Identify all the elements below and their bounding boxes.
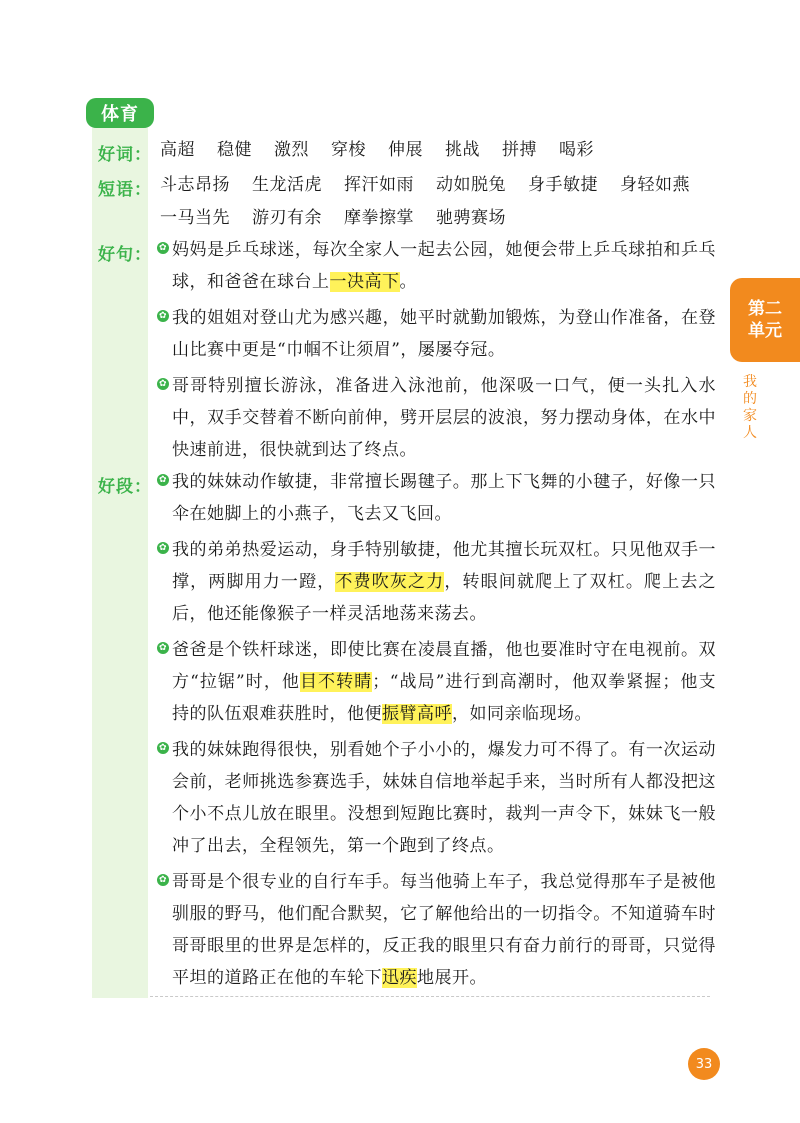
word-item: 身手敏捷 xyxy=(528,175,598,195)
highlighted-phrase: 迅疾 xyxy=(382,968,417,988)
highlighted-phrase: 目不转睛 xyxy=(299,672,373,692)
phrases-line-1 xyxy=(160,169,716,201)
text-entry xyxy=(160,370,716,466)
word-item: 高超 xyxy=(160,140,195,160)
flower-bullet-icon: ✿ xyxy=(158,243,168,253)
label-paragraphs: 好段： xyxy=(98,477,152,497)
word-item: 激烈 xyxy=(274,140,309,160)
paragraphs-block xyxy=(160,466,716,998)
text-segment: ；“战局”进行到高潮时，他双拳紧握；他支持的队伍艰难获胜时，他便 xyxy=(172,672,716,724)
text-entry xyxy=(160,466,716,530)
word-item: 摩拳擦掌 xyxy=(344,208,414,228)
text-segment: 地展开。 xyxy=(417,968,487,988)
text-entry xyxy=(160,866,716,994)
text-entry xyxy=(160,234,716,298)
word-item: 生龙活虎 xyxy=(252,175,322,195)
label-good-words: 好词： xyxy=(98,145,152,165)
flower-bullet-icon: ✿ xyxy=(158,379,168,389)
flower-bullet-icon: ✿ xyxy=(158,875,168,885)
flower-bullet-icon: ✿ xyxy=(158,311,168,321)
entry-text xyxy=(160,634,716,730)
label-phrases: 短语： xyxy=(98,180,152,200)
text-segment: 哥哥是个很专业的自行车手。每当他骑上车子，我总觉得那车子是被他驯服的野马，他们配合默契，它了解他给出的一切指令。不知道骑车时哥哥眼里的世界是怎样的，反正我的眼里只有奋力前行的哥哥，只觉得平坦的道路正在他的车轮下 xyxy=(172,872,716,988)
flower-bullet-icon: ✿ xyxy=(158,475,168,485)
word-item: 驰骋赛场 xyxy=(436,208,506,228)
word-item: 动如脱兔 xyxy=(436,175,506,195)
word-item: 穿梭 xyxy=(331,140,366,160)
text-segment: 爸爸是个铁杆球迷，即使比赛在凌晨直播，他也要准时守在电视前。双方“拉锯”时，他 xyxy=(172,640,716,692)
unit-tab xyxy=(730,278,800,362)
entry-text xyxy=(160,466,716,530)
entry-text xyxy=(160,302,716,366)
word-item: 一马当先 xyxy=(160,208,230,228)
text-segment: 哥哥特别擅长游泳，准备进入泳池前，他深吸一口气，便一头扎入水中，双手交替着不断向前伸，劈开层层的波浪，努力摆动身体，在水中快速前进，很快就到达了终点。 xyxy=(172,376,716,460)
text-segment: 。 xyxy=(399,272,417,292)
word-item: 挥汗如雨 xyxy=(344,175,414,195)
word-item: 身轻如燕 xyxy=(620,175,690,195)
highlighted-phrase: 不费吹灰之力 xyxy=(335,572,445,592)
flower-bullet-icon: ✿ xyxy=(158,543,168,553)
flower-bullet-icon: ✿ xyxy=(158,743,168,753)
text-segment: 我的姐姐对登山尤为感兴趣，她平时就勤加锻炼，为登山作准备，在登山比赛中更是“巾帼不让须眉”，屡屡夺冠。 xyxy=(172,308,716,360)
word-item: 喝彩 xyxy=(559,140,594,160)
entry-text xyxy=(160,866,716,994)
highlighted-phrase: 一决高下 xyxy=(329,272,400,292)
word-item: 拼搏 xyxy=(502,140,537,160)
flower-bullet-icon: ✿ xyxy=(158,643,168,653)
unit-tab-title: 第二单元 xyxy=(748,299,782,341)
phrases-line-2 xyxy=(160,202,716,234)
word-item: 稳健 xyxy=(217,140,252,160)
word-item: 斗志昂扬 xyxy=(160,175,230,195)
text-entry xyxy=(160,634,716,730)
sentences-block xyxy=(160,234,716,470)
highlighted-phrase: 振臂高呼 xyxy=(382,704,452,724)
dashed-divider xyxy=(150,996,710,997)
text-segment: 我的妹妹跑得很快，别看她个子小小的，爆发力可不得了。有一次运动会前，老师挑选参赛选手，妹妹自信地举起手来，当时所有人都没把这个小不点儿放在眼里。没想到短跑比赛时，裁判一声令下，妹妹飞一般冲了出去，全程领先，第一个跑到了终点。 xyxy=(172,740,716,856)
page-number: 33 xyxy=(688,1048,720,1080)
good-words-list xyxy=(160,134,716,166)
text-segment: ，转眼间就爬上了双杠。爬上去之后，他还能像猴子一样灵活地荡来荡去。 xyxy=(172,572,717,624)
unit-subtitle: 我的家人 xyxy=(743,374,757,441)
text-segment: ，如同亲临现场。 xyxy=(452,704,592,724)
text-segment: 妈妈是乒乓球迷，每次全家人一起去公园，她便会带上乒乓球拍和乒乓球，和爸爸在球台上 xyxy=(172,240,716,292)
text-entry xyxy=(160,534,716,630)
word-item: 挑战 xyxy=(445,140,480,160)
text-segment: 我的弟弟热爱运动，身手特别敏捷，他尤其擅长玩双杠。只见他双手一撑，两脚用力一蹬， xyxy=(172,540,716,592)
text-entry xyxy=(160,734,716,862)
word-item: 伸展 xyxy=(388,140,423,160)
entry-text xyxy=(160,370,716,466)
entry-text xyxy=(160,534,716,630)
entry-text xyxy=(160,234,716,298)
text-segment: 我的妹妹动作敏捷，非常擅长踢毽子。那上下飞舞的小毽子，好像一只伞在她脚上的小燕子，飞去又飞回。 xyxy=(172,472,716,524)
entry-text xyxy=(160,734,716,862)
section-title: 体育 xyxy=(86,98,154,128)
text-entry xyxy=(160,302,716,366)
label-sentences: 好句： xyxy=(98,245,152,265)
word-item: 游刃有余 xyxy=(252,208,322,228)
